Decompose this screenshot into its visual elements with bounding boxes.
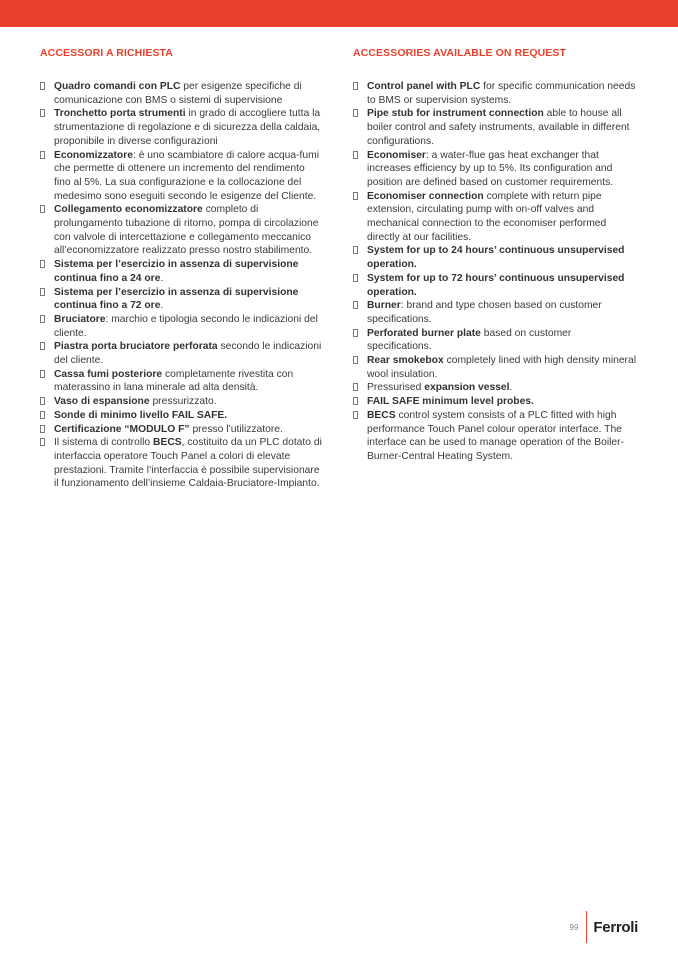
list-item	[353, 149, 638, 190]
list-item	[353, 107, 638, 148]
item-bold-text: BECS	[153, 437, 182, 449]
item-text: complete with return pipe extension, circulating pump with on-off valves and mechanical connection to the economiser performed directly at our facilities.	[367, 190, 607, 243]
bullet-box-icon	[40, 342, 45, 350]
item-text: .	[160, 300, 164, 312]
bullet-box-icon	[40, 205, 45, 213]
item-text: based on customer specifications.	[367, 327, 572, 353]
bullet-box-icon	[40, 370, 45, 378]
list-item	[353, 409, 638, 464]
list-item	[353, 395, 638, 409]
item-bold-text: Sonde di minimo livello FAIL SAFE.	[54, 409, 228, 421]
list-item	[353, 272, 638, 299]
bullet-box-icon	[40, 288, 45, 296]
item-bold-text: Economiser	[367, 149, 426, 161]
item-bold-text: expansion vessel	[424, 382, 510, 394]
item-bold-text: Economiser connection	[367, 190, 484, 202]
bullet-box-icon	[353, 411, 358, 419]
item-text: : a water-flue gas heat exchanger that increases efficiency by up to 5%. Its configuration and position are defined based on customer requirements.	[367, 149, 614, 188]
accessory-list-english	[353, 80, 638, 464]
list-item	[40, 340, 322, 367]
list-item	[40, 286, 322, 313]
list-item	[40, 107, 322, 148]
page-footer	[570, 911, 638, 943]
item-text: per esigenze specifiche di comunicazione con BMS o sistemi di supervisione	[54, 81, 302, 106]
list-item	[353, 80, 638, 107]
item-text: in grado di accogliere tutta la strumentazione di regolazione e di sicurezza della caldaia, proponibile in diverse configurazioni	[54, 108, 321, 147]
bullet-box-icon	[353, 274, 358, 282]
item-text: secondo le indicazioni del cliente.	[54, 341, 322, 367]
bullet-box-icon	[353, 329, 358, 337]
bullet-box-icon	[353, 397, 358, 405]
bullet-box-icon	[353, 192, 358, 200]
item-text: completo di prolungamento tubazione di ritorno, pompa di circolazione con valvole di intercettazione e collegamento meccanico all’economizzatore realizzato presso nostro stabilimento.	[54, 204, 319, 257]
item-bold-text: Rear smokebox	[367, 355, 444, 367]
list-item	[353, 354, 638, 381]
item-text: control system consists of a PLC fitted with high performance Touch Panel colour operator interface. The interface can be used to manage operation of the Boiler-Burner-Central Heating System.	[367, 409, 625, 462]
bullet-box-icon	[353, 383, 358, 391]
bullet-box-icon	[353, 246, 358, 254]
item-text: pressurizzato.	[149, 396, 217, 408]
item-text: able to house all boiler control and safety instruments, available in different configurations.	[367, 108, 630, 147]
brand-logo: Ferroli	[593, 918, 638, 936]
item-text: for specific communication needs to BMS or supervision systems.	[367, 81, 636, 106]
bullet-box-icon	[353, 151, 358, 159]
list-item	[40, 80, 322, 107]
page-number: 99	[569, 922, 579, 932]
column-english	[353, 47, 638, 464]
item-text: : brand and type chosen based on customer specifications.	[367, 300, 602, 325]
bullet-box-icon	[353, 109, 358, 117]
list-item	[40, 149, 322, 204]
item-text: .	[160, 272, 164, 284]
item-text: Il sistema di controllo	[54, 437, 154, 449]
item-bold-text: Quadro comandi con PLC	[54, 81, 181, 92]
section-heading-english: ACCESSORIES AVAILABLE ON REQUEST	[353, 47, 567, 59]
list-item	[40, 395, 322, 409]
item-bold-text: Burner	[367, 300, 401, 312]
bullet-box-icon	[353, 82, 358, 90]
bullet-box-icon	[40, 438, 45, 446]
list-item	[40, 203, 322, 258]
item-bold-text: Control panel with PLC	[367, 81, 481, 92]
item-text: completely lined with high density mineral wool insulation.	[367, 355, 637, 380]
list-item	[40, 409, 322, 423]
item-bold-text: Collegamento economizzatore	[54, 204, 203, 216]
item-bold-text: Economizzatore	[54, 149, 133, 161]
bullet-box-icon	[40, 397, 45, 405]
item-bold-text: Certificazione “MODULO F”	[54, 423, 190, 435]
item-bold-text: Tronchetto porta strumenti	[54, 108, 186, 120]
bullet-box-icon	[40, 411, 45, 419]
item-bold-text: Cassa fumi posteriore	[54, 368, 163, 380]
item-bold-text: Pipe stub for instrument connection	[367, 108, 544, 120]
bullet-box-icon	[353, 301, 358, 309]
list-item	[40, 313, 322, 340]
list-item	[353, 299, 638, 326]
bullet-box-icon	[40, 151, 45, 159]
list-item	[353, 381, 638, 395]
top-accent-bar	[0, 0, 678, 27]
item-bold-text: Sistema per l’esercizio in assenza di supervisione continua fino a 72 ore	[54, 286, 299, 312]
list-item	[40, 368, 322, 395]
item-bold-text: Bruciatore	[54, 313, 106, 325]
item-text: : è uno scambiatore di calore acqua-fumi che permette di ottenere un incremento del rendimento fino al 5%. La sua configurazione e la collocazione del medesimo sono eseguiti secondo le esigenze del Cliente.	[54, 149, 319, 202]
bullet-box-icon	[40, 109, 45, 117]
footer-divider	[586, 911, 587, 943]
section-heading-italian: ACCESSORI A RICHIESTA	[40, 47, 173, 59]
list-item	[40, 258, 322, 285]
column-italian	[40, 47, 322, 491]
item-text: .	[509, 382, 513, 394]
bullet-box-icon	[40, 82, 45, 90]
bullet-box-icon	[40, 260, 45, 268]
item-bold-text: BECS	[367, 409, 396, 421]
list-item	[353, 190, 638, 245]
item-bold-text: System for up to 24 hours’ continuous unsupervised operation.	[367, 245, 625, 271]
list-item	[353, 327, 638, 354]
item-bold-text: Piastra porta bruciatore perforata	[54, 341, 218, 353]
item-text: , costituito da un PLC dotato di interfaccia operatore Touch Panel a colori di elevate prestazioni. Tramite l’interfaccia è possibile supervisionare il funzionamento dell’insieme Caldaia-Bruciatore-Impianto.	[54, 437, 322, 490]
item-bold-text: Vaso di espansione	[54, 396, 150, 408]
item-bold-text: System for up to 72 hours’ continuous unsupervised operation.	[367, 272, 625, 298]
item-text: Pressurised	[367, 382, 425, 394]
item-text: : marchio e tipologia secondo le indicazioni del cliente.	[54, 313, 318, 339]
item-text: presso l’utilizzatore.	[189, 423, 283, 435]
item-bold-text: FAIL SAFE minimum level probes.	[367, 396, 534, 408]
item-bold-text: Sistema per l’esercizio in assenza di supervisione continua fino a 24 ore	[54, 259, 299, 284]
bullet-box-icon	[40, 315, 45, 323]
bullet-box-icon	[40, 425, 45, 433]
accessory-list-italian	[40, 80, 322, 491]
list-item	[40, 423, 322, 437]
bullet-box-icon	[353, 356, 358, 364]
list-item	[40, 436, 322, 491]
item-bold-text: Perforated burner plate	[367, 327, 481, 339]
item-text: completamente rivestita con materassino in lana minerale ad alta densità.	[54, 368, 294, 394]
list-item	[353, 244, 638, 271]
